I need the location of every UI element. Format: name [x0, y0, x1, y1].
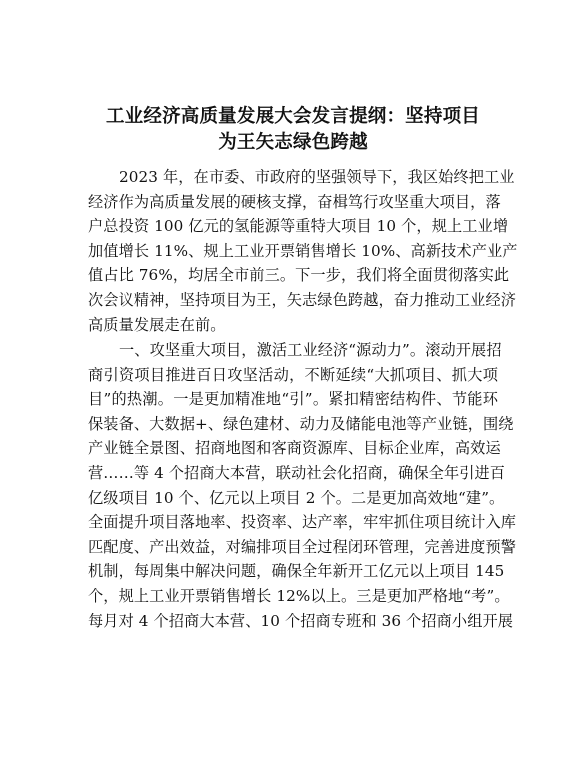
- title-line-2: 为王矢志绿色跨越: [218, 132, 368, 153]
- text-line: 营……等 4 个招商大本营，联动社会化招商，确保全年引进百: [88, 463, 506, 482]
- text-line: 户总投资 100 亿元的氢能源等重特大项目 10 个，规上工业增: [88, 217, 509, 236]
- paragraph-intro: [88, 165, 518, 337]
- text-line: 产业链全景图、招商地图和客商资源库、目标企业库，高效运: [88, 439, 501, 458]
- text-line: 匹配度、产出效益，对编排项目全过程闭环管理，完善进度预警: [88, 537, 517, 556]
- text-line: 机制，每周集中解决问题，确保全年新开工亿元以上项目 145: [88, 562, 505, 581]
- text-line: 高质量发展走在前。: [88, 315, 226, 334]
- document-title: [70, 104, 516, 156]
- text-line: 目”的热潮。一是更加精准地“引”。紧扣精密结构件、节能环: [88, 390, 498, 409]
- text-line: 值占比 76%，均居全市前三。下一步，我们将全面贯彻落实此: [88, 266, 510, 285]
- text-line: 2023 年，在市委、市政府的坚强领导下，我区始终把工业: [119, 168, 515, 186]
- text-line: 加值增长 11%、规上工业开票销售增长 10%、高新技术产业产: [88, 241, 518, 260]
- text-line: 每月对 4 个招商大本营、10 个招商专班和 36 个招商小组开展: [88, 611, 514, 630]
- text-line: 次会议精神，坚持项目为王，矢志绿色跨越，奋力推动工业经济: [88, 290, 517, 309]
- text-line: 亿级项目 10 个、亿元以上项目 2 个。二是更加高效地“建”。: [88, 488, 505, 507]
- text-line: 全面提升项目落地率、投资率、达产率，牢牢抓住项目统计入库: [88, 513, 517, 532]
- text-line: 商引资项目推进百日攻坚活动，不断延续“大抓项目、抓大项: [88, 365, 498, 384]
- text-line: 一、攻坚重大项目，激活工业经济“源动力”。滚动开展招: [119, 341, 502, 359]
- paragraph-section-one: [88, 338, 517, 633]
- text-line: 个，规上工业开票销售增长 12%以上。三是更加严格地“考”。: [88, 586, 510, 605]
- text-line: 保装备、大数据+、绿色建材、动力及储能电池等产业链，围绕: [88, 414, 514, 433]
- title-line-1: 工业经济高质量发展大会发言提纲：坚持项目: [105, 106, 480, 127]
- text-line: 经济作为高质量发展的硬核支撑，奋楫笃行攻坚重大项目，落: [88, 192, 501, 211]
